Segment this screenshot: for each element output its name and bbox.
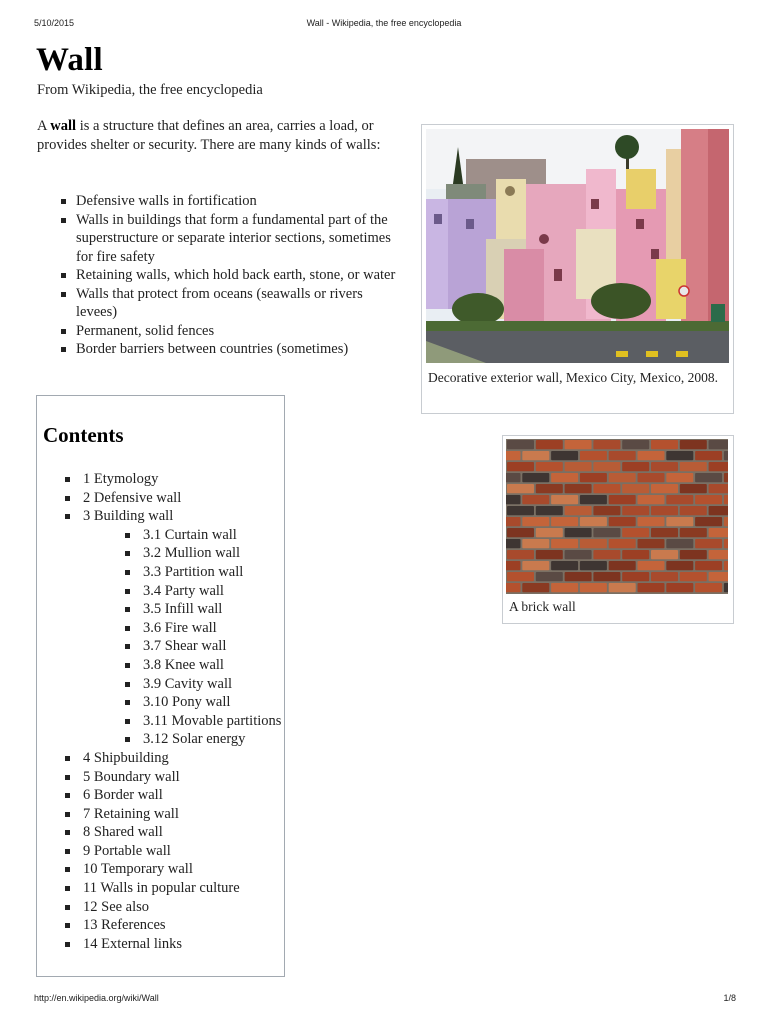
brick <box>565 528 592 537</box>
toc-item-border-wall[interactable]: 6 Border wall <box>63 786 278 805</box>
brick <box>622 506 649 515</box>
toc-item-boundary-wall[interactable]: 5 Boundary wall <box>63 768 278 787</box>
toc-subitem[interactable]: 3.8 Knee wall <box>123 656 278 675</box>
brick <box>695 539 722 548</box>
toc-subitem[interactable]: 3.7 Shear wall <box>123 637 278 656</box>
toc-item-etymology[interactable]: 1 Etymology <box>63 470 278 489</box>
brick <box>522 561 549 570</box>
brick <box>593 550 620 559</box>
brick <box>695 583 722 592</box>
brick <box>709 550 728 559</box>
brick <box>506 539 521 548</box>
brick <box>724 451 728 460</box>
brick <box>724 583 728 592</box>
brick <box>666 517 693 526</box>
toc-item-external-links[interactable]: 14 External links <box>63 935 278 954</box>
brick <box>522 451 549 460</box>
brick <box>622 572 649 581</box>
toc-item-walls-in-popular-culture[interactable]: 11 Walls in popular culture <box>63 879 278 898</box>
brick <box>695 517 722 526</box>
brick <box>651 550 678 559</box>
brick <box>622 462 649 471</box>
brick <box>609 561 636 570</box>
toc-item-references[interactable]: 13 References <box>63 916 278 935</box>
brick <box>551 451 578 460</box>
brick <box>709 440 728 449</box>
list-item[interactable]: Walls in buildings that form a fundamental part of the superstructure or separate interior sections, sometimes for fire safety <box>58 211 403 267</box>
brick <box>593 572 620 581</box>
toc-subitem[interactable]: 3.3 Partition wall <box>123 563 278 582</box>
brick <box>551 517 578 526</box>
list-item[interactable]: Retaining walls, which hold back earth, stone, or water <box>58 266 403 285</box>
brick <box>593 506 620 515</box>
table-of-contents <box>36 395 285 977</box>
brick <box>709 528 728 537</box>
brick <box>551 561 578 570</box>
brick <box>551 473 578 482</box>
list-item[interactable]: Walls that protect from oceans (seawalls or rivers levees) <box>58 285 403 322</box>
brick <box>565 506 592 515</box>
brick <box>506 583 521 592</box>
intro-bold-term[interactable]: wall <box>50 118 77 134</box>
brick <box>580 539 607 548</box>
brick <box>522 517 549 526</box>
brick <box>551 539 578 548</box>
brick <box>522 583 549 592</box>
print-page-title: Wall - Wikipedia, the free encyclopedia <box>306 18 462 28</box>
toc-sublist <box>83 526 282 749</box>
brick <box>522 473 549 482</box>
figure-caption: Decorative exterior wall, Mexico City, Mexico, 2008. <box>428 370 719 385</box>
intro-paragraph <box>37 117 405 154</box>
brick <box>522 495 549 504</box>
toc-subitem[interactable]: 3.4 Party wall <box>123 582 278 601</box>
brick <box>565 572 592 581</box>
list-item[interactable]: Defensive walls in fortification <box>58 192 403 211</box>
brick <box>709 572 728 581</box>
brick <box>680 572 707 581</box>
brick <box>609 517 636 526</box>
page-title: Wall <box>36 42 103 78</box>
brick <box>724 473 728 482</box>
brick <box>622 440 649 449</box>
brick <box>507 506 534 515</box>
brick <box>565 462 592 471</box>
brick <box>709 506 728 515</box>
brick <box>551 583 578 592</box>
brick <box>651 484 678 493</box>
brick <box>565 484 592 493</box>
brick <box>536 550 563 559</box>
brick <box>507 572 534 581</box>
brick <box>580 517 607 526</box>
brick <box>651 440 678 449</box>
brick <box>551 495 578 504</box>
brick <box>536 462 563 471</box>
brick <box>695 451 722 460</box>
brick <box>724 495 728 504</box>
toc-item-shared-wall[interactable]: 8 Shared wall <box>63 823 278 842</box>
brick <box>507 550 534 559</box>
brick <box>565 550 592 559</box>
brick <box>666 539 693 548</box>
brick <box>506 517 521 526</box>
brick <box>536 440 563 449</box>
kinds-of-walls-list <box>58 192 403 359</box>
brick <box>507 462 534 471</box>
toc-subitem[interactable]: 3.1 Curtain wall <box>123 526 278 545</box>
toc-item-shipbuilding[interactable]: 4 Shipbuilding <box>63 749 278 768</box>
brick <box>593 462 620 471</box>
brick <box>507 484 534 493</box>
brick <box>680 440 707 449</box>
brick <box>580 561 607 570</box>
brick <box>593 484 620 493</box>
toc-subitem[interactable]: 3.9 Cavity wall <box>123 675 278 694</box>
intro-suffix: is a structure that defines an area, carries a load, or provides shelter or security. There are many kinds of walls: <box>37 118 381 153</box>
list-item[interactable]: Border barriers between countries (sometimes) <box>58 340 403 359</box>
brick <box>695 473 722 482</box>
toc-item-label[interactable]: 3 Building wall <box>83 508 174 525</box>
brick <box>622 528 649 537</box>
brick <box>651 528 678 537</box>
brick <box>666 473 693 482</box>
brick <box>724 539 728 548</box>
brick <box>580 583 607 592</box>
brick <box>609 473 636 482</box>
brick <box>506 451 521 460</box>
brick <box>522 539 549 548</box>
brick <box>695 495 722 504</box>
toc-subitem[interactable]: 3.11 Movable partitions <box>123 712 278 731</box>
brick <box>609 539 636 548</box>
toc-item-temporary-wall[interactable]: 10 Temporary wall <box>63 860 278 879</box>
toc-subitem[interactable]: 3.2 Mullion wall <box>123 544 278 563</box>
brick <box>609 451 636 460</box>
brick <box>580 451 607 460</box>
figure-mexico-wall <box>421 124 734 414</box>
brick <box>651 572 678 581</box>
toc-subitem[interactable]: 3.6 Fire wall <box>123 619 278 638</box>
brick <box>506 561 521 570</box>
brick <box>709 462 728 471</box>
toc-subitem[interactable]: 3.5 Infill wall <box>123 600 278 619</box>
brick <box>724 517 728 526</box>
print-page-number: 1/8 <box>723 993 736 1003</box>
brick <box>638 539 665 548</box>
print-url: http://en.wikipedia.org/wiki/Wall <box>34 993 159 1003</box>
page-subtitle: From Wikipedia, the free encyclopedia <box>37 82 263 98</box>
brick <box>507 440 534 449</box>
brick <box>609 583 636 592</box>
brick <box>622 484 649 493</box>
toc-item-building-wall[interactable] <box>63 507 282 749</box>
brick <box>609 495 636 504</box>
toc-item-defensive-wall[interactable]: 2 Defensive wall <box>63 489 278 508</box>
toc-list <box>63 470 282 953</box>
brick <box>506 495 521 504</box>
brick <box>638 451 665 460</box>
brick <box>536 484 563 493</box>
brick <box>536 572 563 581</box>
brick <box>680 528 707 537</box>
brick <box>680 462 707 471</box>
brick <box>638 561 665 570</box>
brick <box>680 484 707 493</box>
brick <box>638 495 665 504</box>
intro-prefix: A <box>37 118 51 134</box>
brick <box>680 506 707 515</box>
list-item[interactable]: Permanent, solid fences <box>58 322 403 341</box>
figure-caption: A brick wall <box>509 599 576 614</box>
brick <box>638 473 665 482</box>
brick <box>666 583 693 592</box>
brick <box>724 561 728 570</box>
brick <box>622 550 649 559</box>
brick <box>507 528 534 537</box>
brick-wall-image[interactable] <box>506 439 728 594</box>
brick <box>651 462 678 471</box>
toc-subitem[interactable]: 3.12 Solar energy <box>123 730 278 749</box>
toc-item-retaining-wall[interactable]: 7 Retaining wall <box>63 805 278 824</box>
brick <box>536 506 563 515</box>
brick <box>666 561 693 570</box>
brick <box>638 517 665 526</box>
brick <box>565 440 592 449</box>
mexico-wall-image[interactable] <box>426 129 729 363</box>
brick <box>666 495 693 504</box>
toc-item-see-also[interactable]: 12 See also <box>63 898 278 917</box>
brick <box>593 440 620 449</box>
brick <box>695 561 722 570</box>
toc-item-portable-wall[interactable]: 9 Portable wall <box>63 842 278 861</box>
brick <box>536 528 563 537</box>
brick <box>580 473 607 482</box>
brick <box>680 550 707 559</box>
toc-title: Contents <box>43 423 124 447</box>
brick <box>651 506 678 515</box>
brick <box>638 583 665 592</box>
brick <box>580 495 607 504</box>
brick <box>666 451 693 460</box>
brick <box>709 484 728 493</box>
toc-subitem[interactable]: 3.10 Pony wall <box>123 693 278 712</box>
figure-brick-wall <box>502 435 734 624</box>
brick <box>506 473 521 482</box>
print-date: 5/10/2015 <box>34 18 75 28</box>
brick <box>593 528 620 537</box>
